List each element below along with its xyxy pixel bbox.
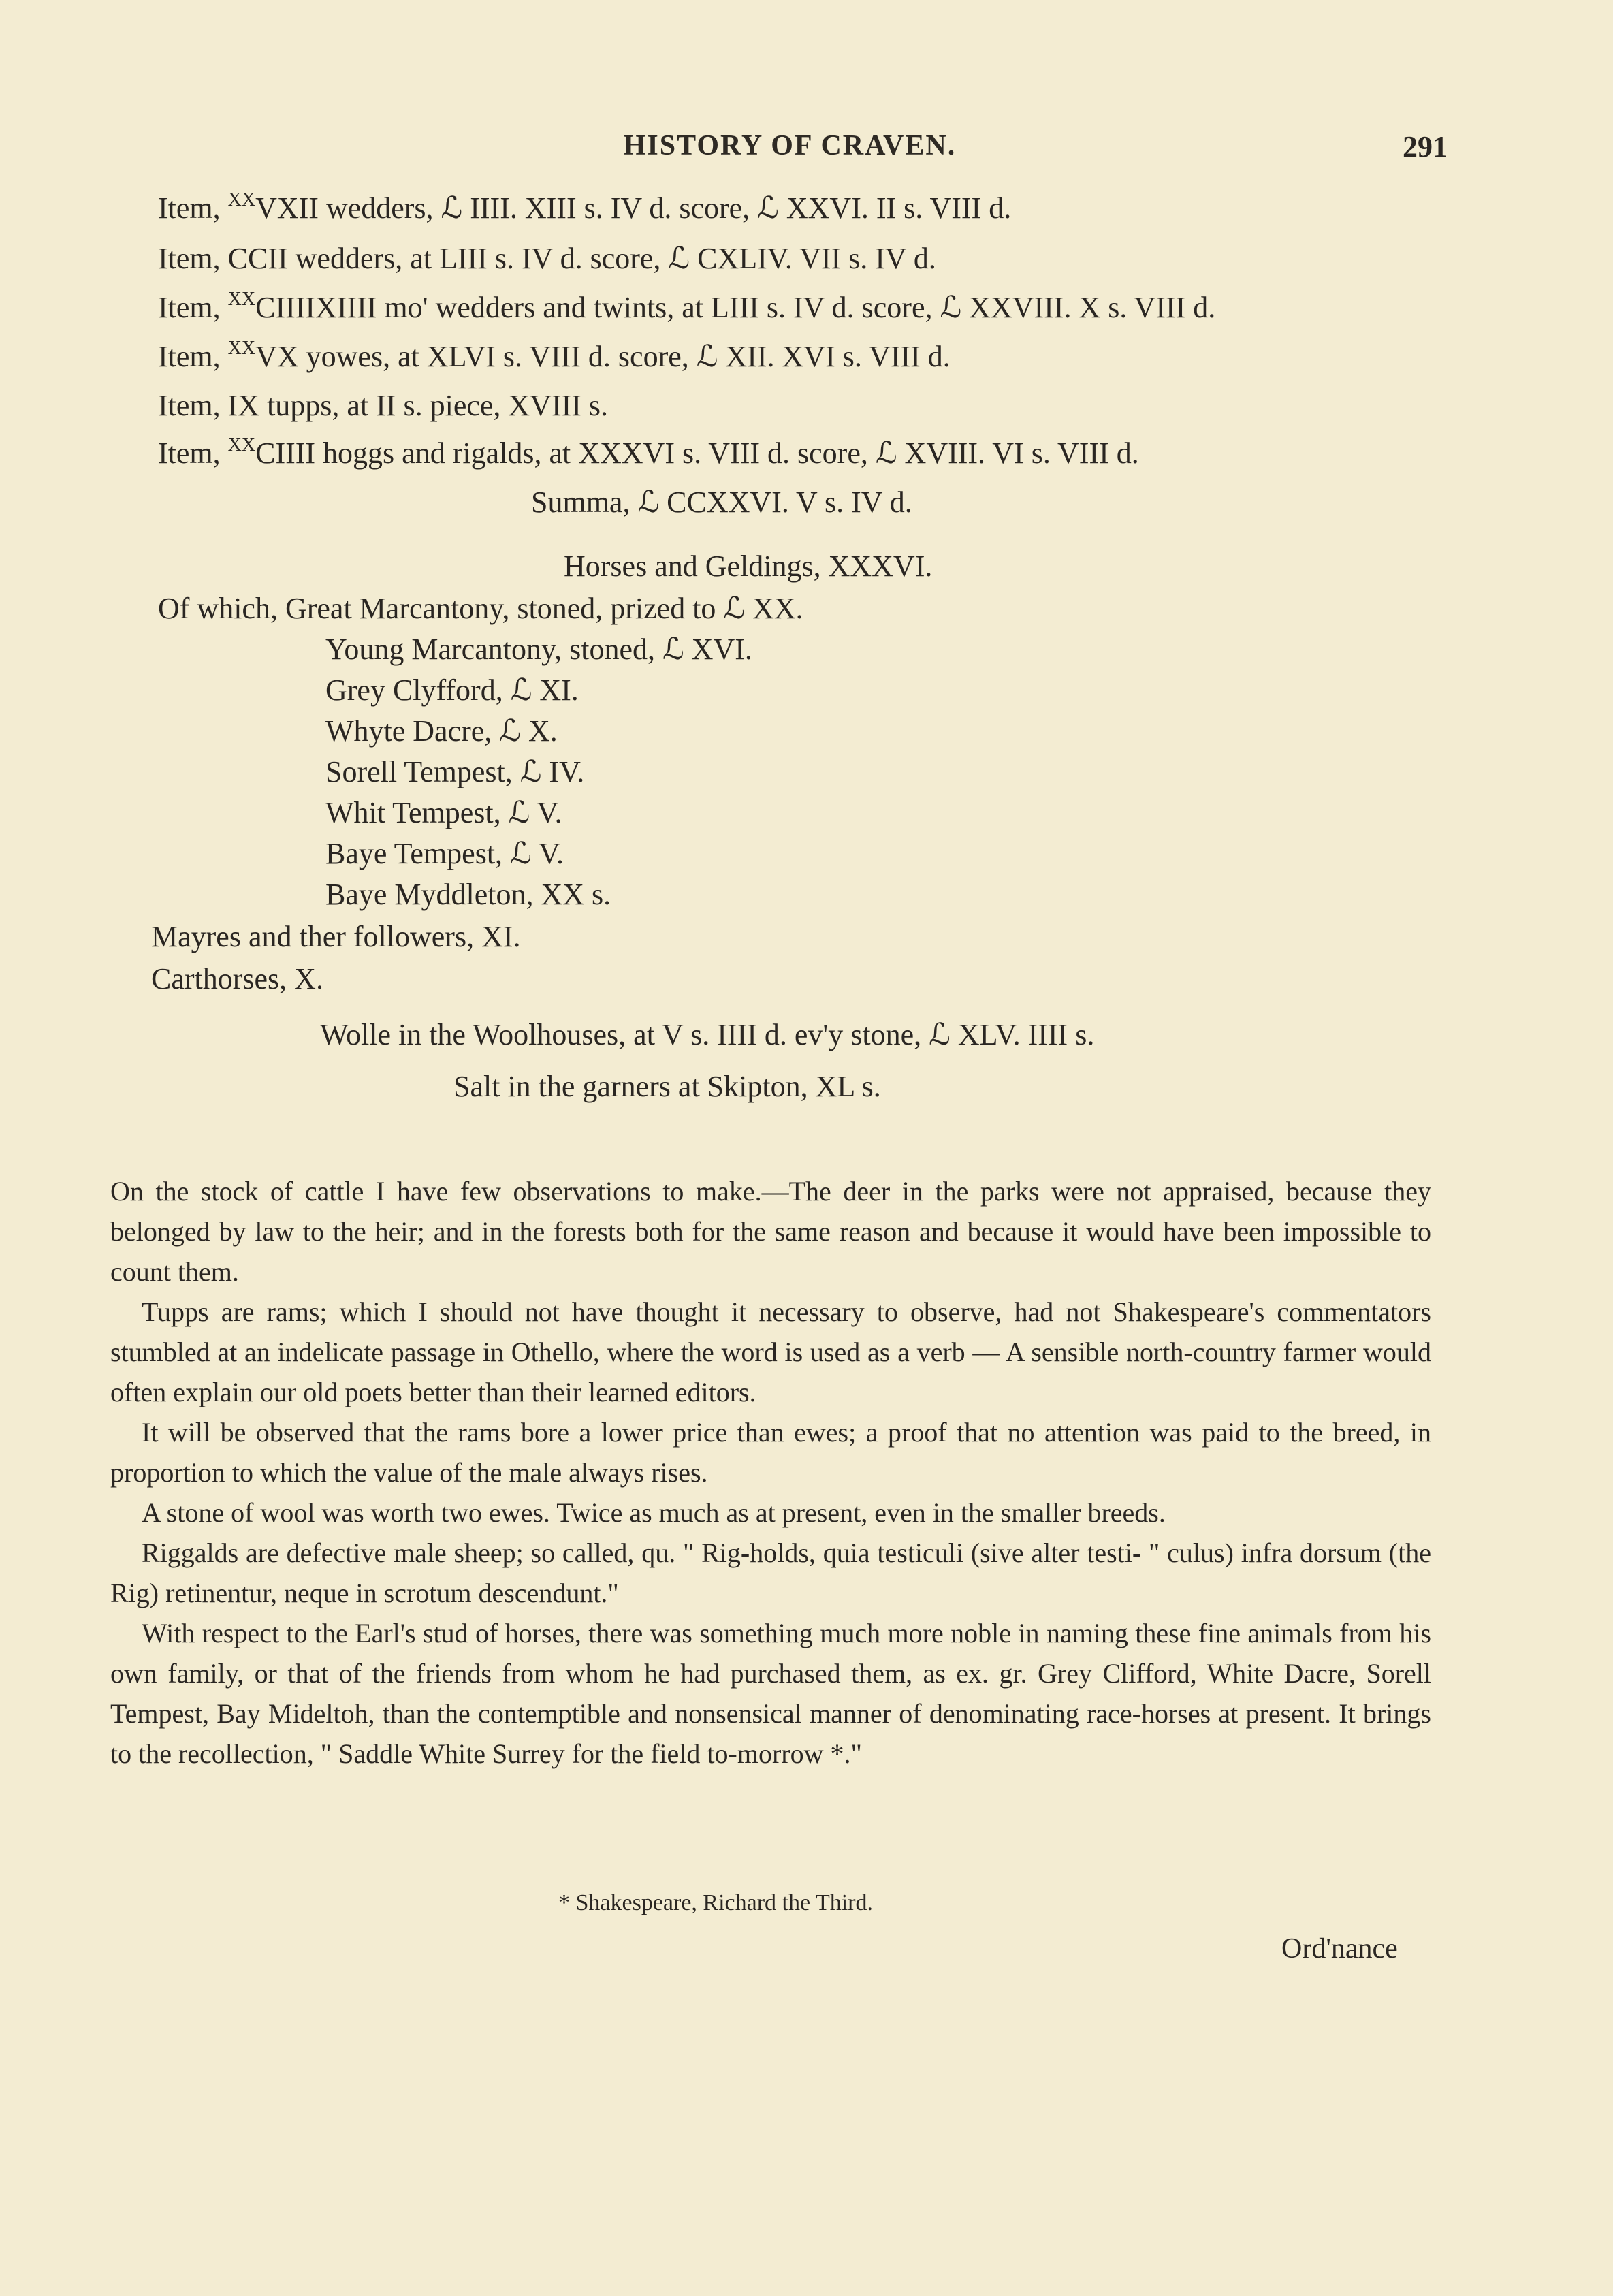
catchword: Ord'nance: [1281, 1933, 1398, 1964]
inventory-line: Item, CCII wedders, at LIII s. IV d. score, ℒ CXLIV. VII s. IV d.: [158, 242, 936, 275]
horse-entry: Whit Tempest, ℒ V.: [325, 796, 562, 829]
mayres-line: Mayres and ther followers, XI.: [151, 920, 521, 953]
commentary: [110, 1171, 1431, 1774]
inventory-line: Item, $^{XX}$VXII wedders, ℒ IIII. XIII s. IV d. score, ℒ XXVI. II s. VIII d.: [158, 189, 1012, 225]
footnote: * Shakespeare, Richard the Third.: [558, 1890, 874, 1915]
horse-entry: Sorell Tempest, ℒ IV.: [325, 755, 585, 788]
carthorses-line: Carthorses, X.: [151, 962, 323, 995]
inventory-line: Item, $^{XX}$CIIII hoggs and rigalds, at XXXVI s. VIII d. score, ℒ XVIII. VI s. VIII d.: [158, 434, 1139, 470]
horse-entry: Baye Myddleton, XX s.: [325, 878, 611, 911]
paragraph: It will be observed that the rams bore a lower price than ewes; a proof that no attention was paid to the breed, in proportion to which the value of the male always rises.: [110, 1417, 1431, 1488]
horse-entry: Young Marcantony, stoned, ℒ XVI.: [325, 633, 752, 666]
horse-entry: Baye Tempest, ℒ V.: [325, 837, 564, 870]
horses-heading: Horses and Geldings, XXXVI.: [564, 549, 933, 583]
paragraph: With respect to the Earl's stud of horses, there was something much more noble in naming these fine animals from his own family, or that of the friends from whom he had purchased them, as ex. gr. Grey Clifford, White Dacre, Sorell Tempest, Bay Mideltoh, than the contemptible and nonsensical manner of denominating race-horses at present. It brings to the recollection, " Saddle White Surrey for the field to-morrow *.": [110, 1618, 1431, 1769]
paragraph: A stone of wool was worth two ewes. Twice as much as at present, even in the smaller breeds.: [142, 1497, 1166, 1528]
inventory-line: Item, $^{XX}$CIIIIXIIII mo' wedders and twints, at LIII s. IV d. score, ℒ XXVIII. X s. VIII d.: [158, 289, 1216, 324]
summa-line: Summa, ℒ CCXXVI. V s. IV d.: [531, 485, 912, 519]
running-title: HISTORY OF CRAVEN.: [623, 130, 957, 161]
horses-of-which: Of which, Great Marcantony, stoned, prized to ℒ XX.: [158, 592, 803, 625]
page-number: 291: [1403, 130, 1448, 163]
paragraph: Riggalds are defective male sheep; so called, qu. " Rig-holds, quia testiculi (sive alter testi- " culus) infra dorsum (the Rig) retinentur, neque in scrotum descendunt.": [110, 1537, 1431, 1608]
paragraph: On the stock of cattle I have few observations to make.—The deer in the parks were not appraised, because they belonged by law to the heir; and in the forests both for the same reason and because it would have been impossible to count them.: [110, 1176, 1431, 1287]
paragraph: Tupps are rams; which I should not have thought it necessary to observe, had not Shakespeare's commentators stumbled at an indelicate passage in Othello, where the word is used as a verb — A sensible north-country farmer would often explain our old poets better than their learned editors.: [110, 1296, 1431, 1407]
inventory-line: Item, $^{XX}$VX yowes, at XLVI s. VIII d. score, ℒ XII. XVI s. VIII d.: [158, 338, 951, 373]
horse-entry: Whyte Dacre, ℒ X.: [325, 714, 558, 748]
horse-entry: Grey Clyfford, ℒ XI.: [325, 673, 579, 707]
salt-line: Salt in the garners at Skipton, XL s.: [453, 1070, 881, 1103]
page-header: [0, 129, 1613, 170]
inventory-line: Item, IX tupps, at II s. piece, XVIII s.: [158, 389, 609, 422]
wool-line: Wolle in the Woolhouses, at V s. IIII d. ev'y stone, ℒ XLV. IIII s.: [320, 1018, 1095, 1051]
